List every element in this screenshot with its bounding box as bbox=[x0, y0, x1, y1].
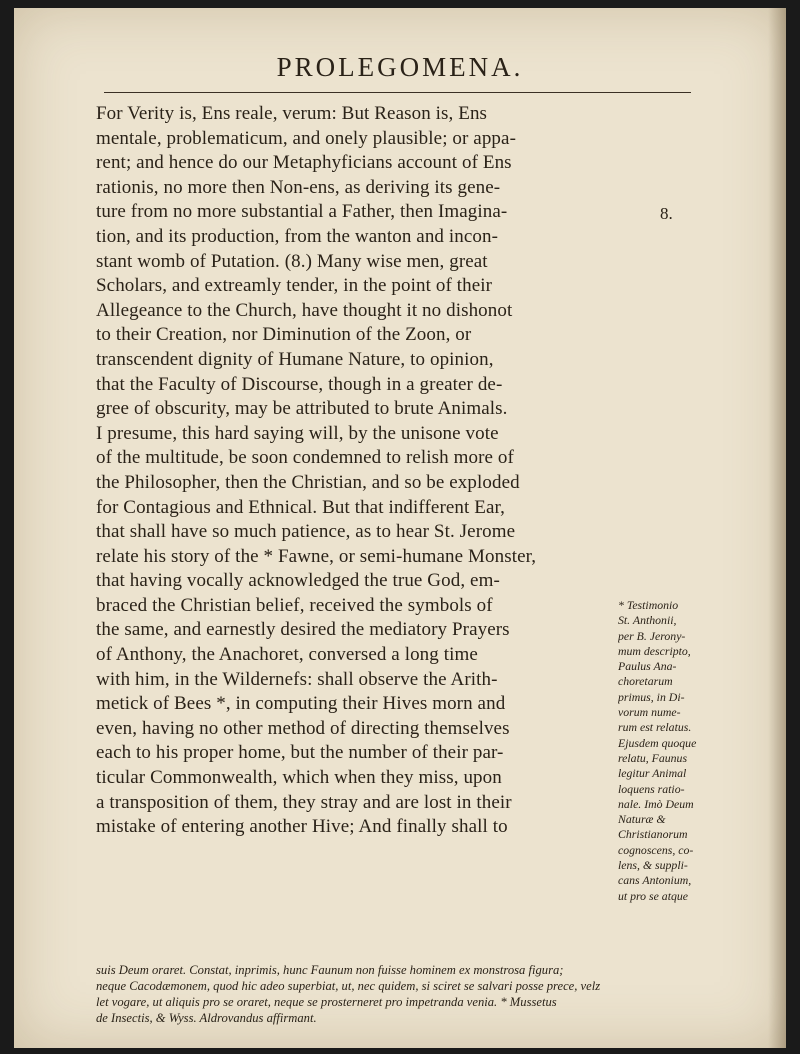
body-line: transcendent dignity of Humane Nature, to opinion, bbox=[96, 348, 494, 370]
margin-note-line: Paulus Ana- bbox=[618, 659, 677, 674]
body-line: metick of Bees *, in computing their Hives morn and bbox=[96, 693, 506, 715]
body-line: tion, and its production, from the wanton and incon- bbox=[96, 225, 499, 247]
body-line: relate his story of the * Fawne, or semi-humane Monster, bbox=[96, 545, 537, 567]
margin-note-line: Naturæ & bbox=[618, 812, 666, 827]
margin-note-line: primus, in Di- bbox=[618, 689, 685, 704]
body-line: I presume, this hard saying will, by the unisone vote bbox=[96, 422, 499, 444]
body-line: gree of obscurity, may be attributed to brute Animals. bbox=[96, 398, 508, 420]
body-line: rent; and hence do our Metaphyficians account of Ens bbox=[96, 152, 512, 174]
margin-note-line: cognoscens, co- bbox=[618, 842, 694, 857]
body-line: ture from no more substantial a Father, then Imagina- bbox=[96, 201, 508, 223]
footnote-line: let vogare, ut aliquis pro se oraret, neque se prosterneret pro impetranda venia. * Mussetus bbox=[96, 995, 557, 1009]
body-line: Scholars, and extreamly tender, in the point of their bbox=[96, 275, 493, 297]
body-line: the same, and earnestly desired the mediatory Prayers bbox=[96, 619, 510, 641]
margin-note-line: St. Anthonii, bbox=[618, 613, 677, 628]
body-line: even, having no other method of directing themselves bbox=[96, 717, 510, 739]
body-line: that having vocally acknowledged the true God, em- bbox=[96, 570, 500, 592]
margin-note-line: mum descripto, bbox=[618, 643, 691, 658]
margin-note-line: * Testimonio bbox=[618, 598, 679, 612]
body-line: ticular Commonwealth, which when they miss, upon bbox=[96, 767, 502, 789]
margin-note-line: Christianorum bbox=[618, 827, 688, 842]
page-number: 8. bbox=[660, 204, 673, 223]
body-line: of Anthony, the Anachoret, conversed a long time bbox=[96, 644, 478, 666]
body-line: of the multitude, be soon condemned to relish more of bbox=[96, 447, 514, 469]
margin-note bbox=[618, 598, 768, 904]
body-line: mentale, problematicum, and onely plausible; or appa- bbox=[96, 127, 516, 149]
body-line: for Contagious and Ethnical. But that indifferent Ear, bbox=[96, 496, 505, 518]
margin-note-line: loquens ratio- bbox=[618, 781, 685, 796]
body-line: to their Creation, nor Diminution of the Zoon, or bbox=[96, 324, 472, 346]
margin-note-line: per B. Jerony- bbox=[618, 628, 686, 643]
margin-note-line: Ejusdem quoque bbox=[618, 735, 697, 750]
body-line: For Verity is, Ens reale, verum: But Reason is, Ens bbox=[96, 103, 488, 124]
body-line: a transposition of them, they stray and are lost in their bbox=[96, 791, 512, 813]
body-line: that the Faculty of Discourse, though in a greater de- bbox=[96, 373, 503, 395]
margin-note-line: cans Antonium, bbox=[618, 873, 692, 888]
footnote-line: neque Cacodæmonem, quod hic adeo superbiat, ut, nec quidem, si sciret se salvari posse prece, velz bbox=[96, 979, 601, 993]
running-head: PROLEGOMENA. bbox=[276, 52, 524, 82]
margin-note-line: choretarum bbox=[618, 674, 673, 689]
margin-note-line: rum est relatus. bbox=[618, 720, 692, 735]
body-line: rationis, no more then Non-ens, as deriving its gene- bbox=[96, 176, 501, 198]
margin-note-line: legitur Animal bbox=[618, 766, 687, 781]
body-line: braced the Christian belief, received the symbols of bbox=[96, 594, 493, 616]
footnote-line: de Insectis, & Wyss. Aldrovandus affirmant. bbox=[96, 1011, 317, 1025]
body-text bbox=[96, 102, 676, 840]
book-page bbox=[14, 8, 786, 1048]
body-line: Allegeance to the Church, have thought it no dishonot bbox=[96, 299, 513, 321]
body-line: that shall have so much patience, as to hear St. Jerome bbox=[96, 521, 516, 543]
body-line: with him, in the Wildernefs: shall observe the Arith- bbox=[96, 668, 498, 690]
margin-note-line: relatu, Faunus bbox=[618, 750, 688, 765]
page-edge-shadow bbox=[768, 8, 786, 1048]
body-line: the Philosopher, then the Christian, and so be exploded bbox=[96, 471, 520, 493]
margin-note-line: lens, & suppli- bbox=[618, 858, 688, 873]
margin-note-line: nale. Imò Deum bbox=[618, 796, 694, 811]
body-line: each to his proper home, but the number of their par- bbox=[96, 742, 504, 764]
body-line: stant womb of Putation. (8.) Many wise men, great bbox=[96, 250, 488, 272]
footnote-line: suis Deum oraret. Constat, inprimis, hunc Faunum non fuisse hominem ex monstrosa figura; bbox=[96, 963, 564, 977]
header-rule bbox=[104, 92, 691, 93]
margin-note-line: ut pro se atque bbox=[618, 888, 689, 903]
margin-note-line: vorum nume- bbox=[618, 705, 681, 720]
body-line: mistake of entering another Hive; And finally shall to bbox=[96, 816, 508, 838]
footnote bbox=[96, 962, 768, 1026]
